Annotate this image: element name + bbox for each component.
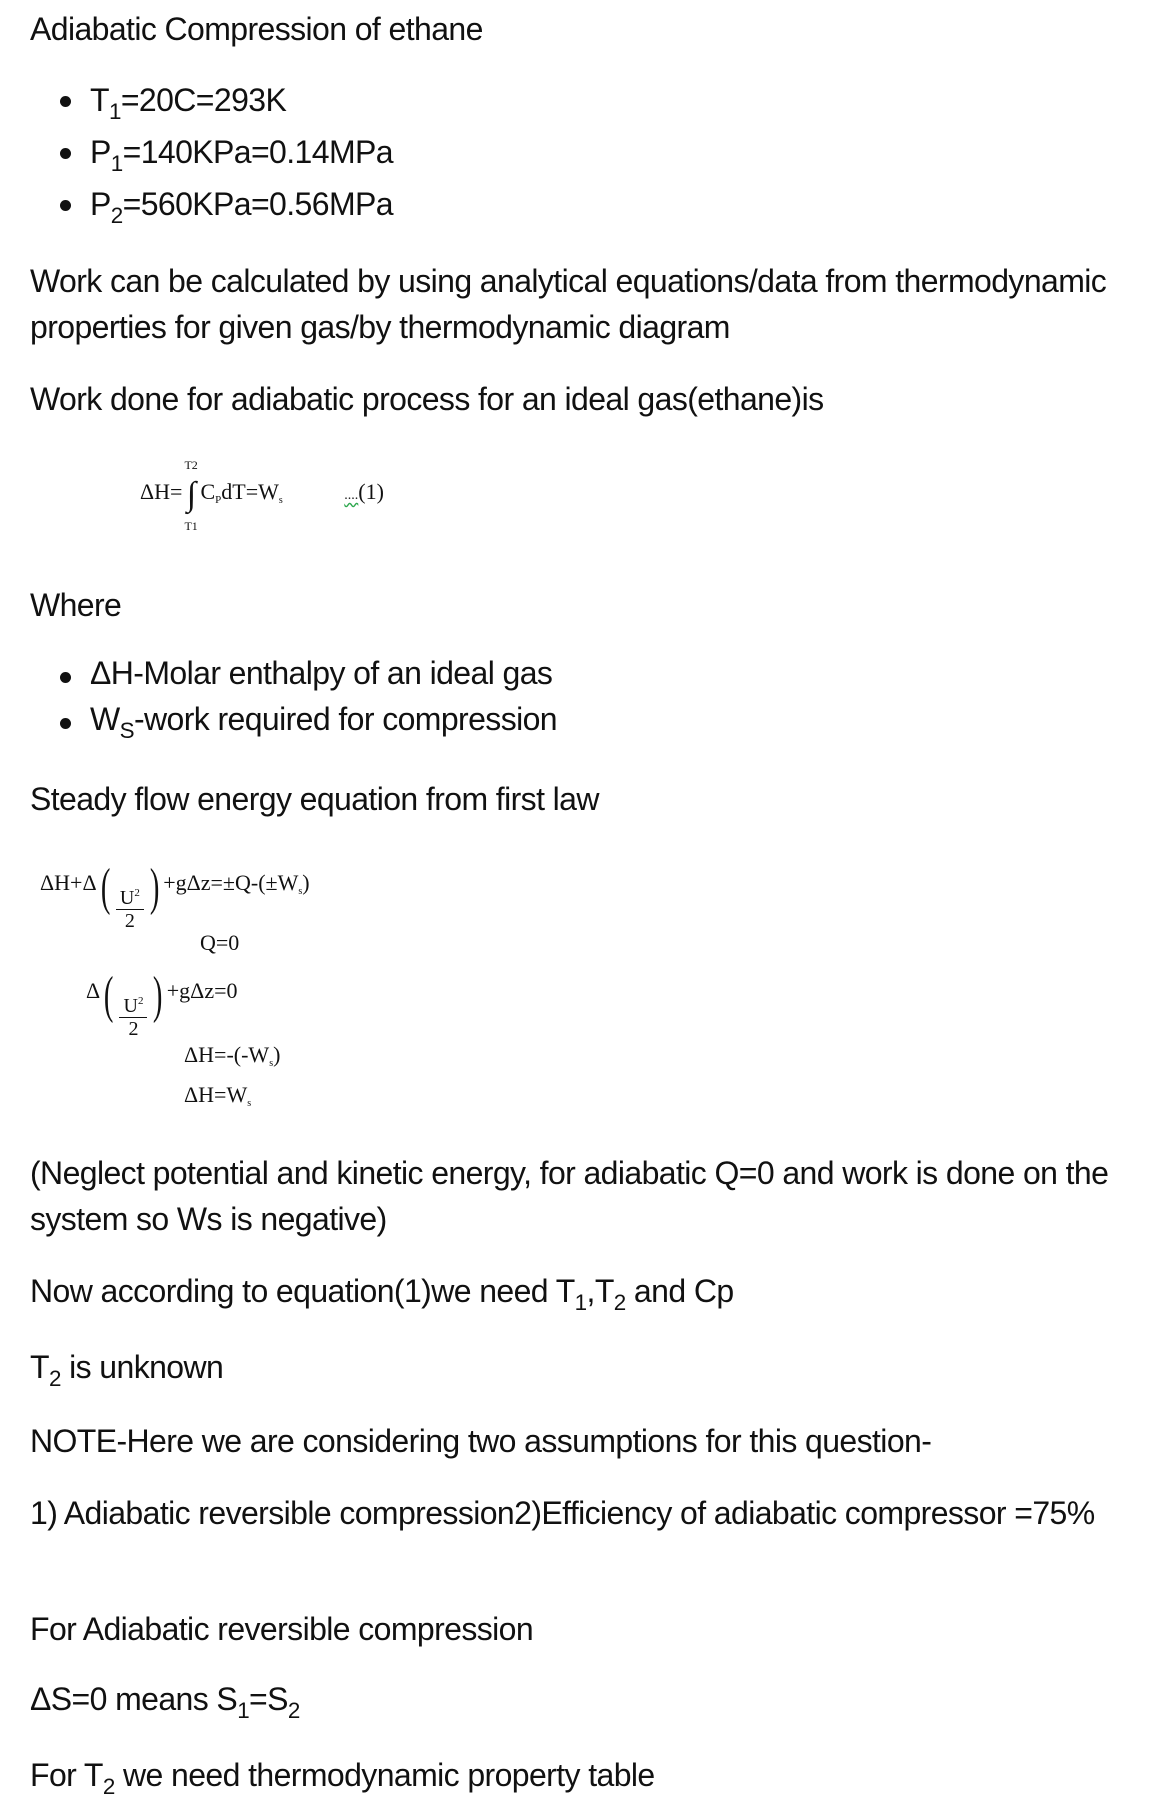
paragraph-t2-unknown: $T_2$ is unknown [30, 1349, 224, 1391]
fraction-u2-over-2: $\frac{U^2}{2}$ [119, 990, 147, 1040]
equation-q-zero: Q=0 [200, 930, 240, 955]
equation-dh-neg-ws: ΔH=-(-Ws) [184, 1042, 281, 1069]
where-item-enthalpy: ΔH-Molar enthalpy of an ideal gas [60, 650, 557, 696]
integral-sign: T2 ∫ T1 [184, 458, 198, 533]
equation-steady-flow: ΔH+Δ( $\frac{U^2}{2}$ ) +gΔz=±Q-(±Ws) [40, 859, 310, 932]
equation-1-label: ....(1) [344, 479, 384, 504]
given-list [60, 74, 393, 230]
paragraph-work-done: Work done for adiabatic process for an ideal gas(ethane)is [30, 381, 824, 417]
where-list [60, 650, 557, 742]
equation-dh-ws: ΔH=Ws [184, 1082, 252, 1109]
equation-kinetic-potential: Δ( $\frac{U^2}{2}$ ) +gΔz=0 [86, 967, 238, 1040]
fraction-u2-over-2: $\frac{U^2}{2}$ [116, 882, 144, 932]
eq1-lhs: ΔH= [140, 479, 183, 504]
where-label: Where [30, 587, 122, 623]
given-item-t1: $T_1=20C=293K$ [60, 74, 393, 126]
equation-1: ΔH= T2 ∫ T1 CPdT=Ws ....(1) [140, 458, 384, 533]
where-item-work: $W_S$-work required for compression [60, 696, 557, 742]
given-item-p1: $P_1=140KPa=0.14MPa$ [60, 126, 393, 178]
paragraph-work-calculation: Work can be calculated by using analytical equations/data from thermodynamic properties for given gas/by thermodynamic diagram [30, 263, 1107, 345]
paragraph-property-table: For $T_2$ we need thermodynamic property table [30, 1757, 655, 1799]
paragraph-steady-flow: Steady flow energy equation from first law [30, 781, 599, 817]
given-item-p2: $P_2=560KPa=0.56MPa$ [60, 178, 393, 230]
paragraph-note: NOTE-Here we are considering two assumptions for this question- [30, 1423, 932, 1459]
paragraph-assumptions: 1) Adiabatic reversible compression2)Efficiency of adiabatic compressor =75% [30, 1495, 1095, 1531]
paragraph-now-according: Now according to equation(1)we need $T_1,T_2$ and Cp [30, 1273, 734, 1315]
page-title: Adiabatic Compression of ethane [30, 11, 483, 47]
paragraph-adiabatic-reversible: For Adiabatic reversible compression [30, 1611, 534, 1647]
paragraph-neglect: (Neglect potential and kinetic energy, for adiabatic Q=0 and work is done on the system so Ws is negative) [30, 1155, 1109, 1237]
paragraph-entropy: ΔS=0 means $S_1=S_2$ [30, 1681, 300, 1723]
